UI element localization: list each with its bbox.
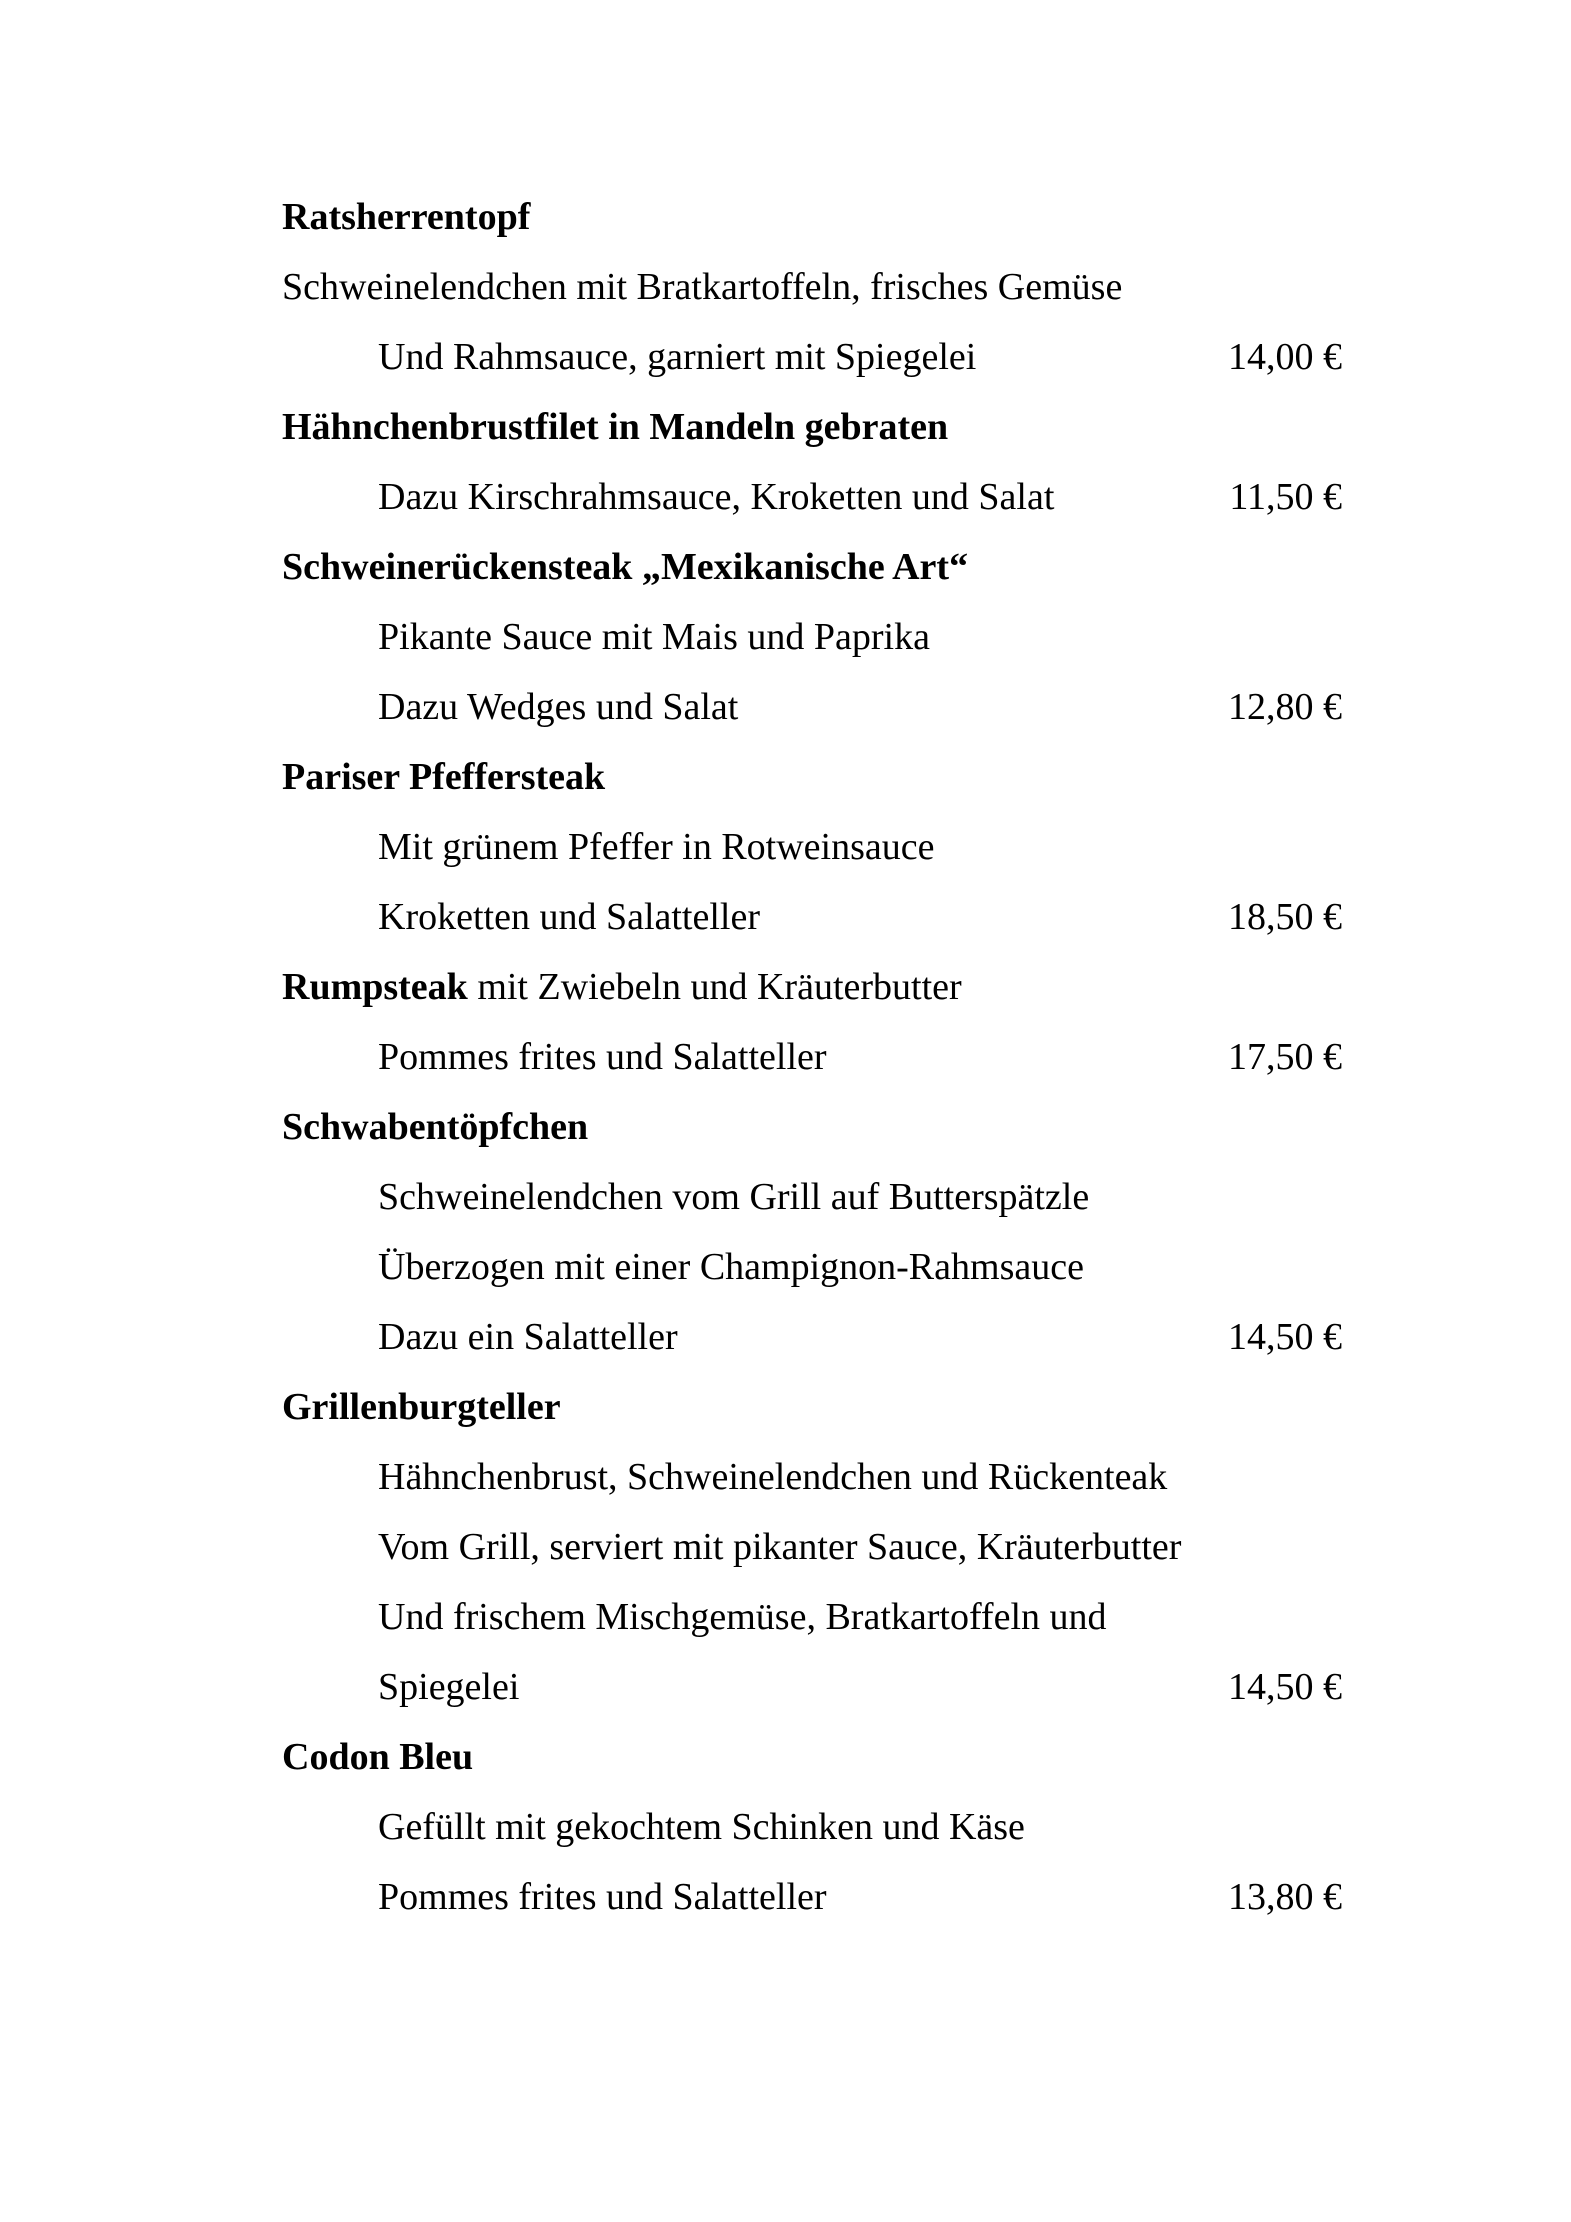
dish-description-line — [282, 1022, 1342, 1092]
dish-description-line — [282, 322, 1342, 392]
dish-name: Hähnchenbrustfilet in Mandeln gebraten — [282, 406, 949, 448]
dish-description: Und Rahmsauce, garniert mit Spiegelei — [378, 336, 977, 378]
dish-title — [282, 742, 1342, 812]
dish-title — [282, 182, 1342, 252]
dish-title — [282, 532, 1342, 602]
dish-description-line — [282, 1792, 1342, 1862]
dish-description: Schweinelendchen vom Grill auf Butterspätzle — [378, 1176, 1090, 1218]
dish-description: Hähnchenbrust, Schweinelendchen und Rückenteak — [378, 1456, 1168, 1498]
dish-description: Und frischem Mischgemüse, Bratkartoffeln und — [378, 1596, 1107, 1638]
dish-description-line — [282, 1862, 1342, 1932]
dish-price: 12,80 € — [1228, 686, 1342, 728]
dish-description: Überzogen mit einer Champignon-Rahmsauce — [378, 1246, 1084, 1288]
dish-name: Schwabentöpfchen — [282, 1106, 589, 1148]
dish-description-line — [282, 1232, 1342, 1302]
dish-description-line — [282, 1442, 1342, 1512]
dish-price: 14,50 € — [1228, 1316, 1342, 1358]
dish-description-line — [282, 1302, 1342, 1372]
dish-title — [282, 1092, 1342, 1162]
dish-description: Kroketten und Salatteller — [378, 896, 760, 938]
dish-price: 11,50 € — [1229, 476, 1342, 518]
dish-description: Gefüllt mit gekochtem Schinken und Käse — [378, 1806, 1025, 1848]
dish-title — [282, 1722, 1342, 1792]
dish-intro — [282, 252, 1342, 322]
dish-name: Grillenburgteller — [282, 1386, 561, 1428]
dish-price: 17,50 € — [1228, 1036, 1342, 1078]
dish-description-line — [282, 462, 1342, 532]
dish-description: Spiegelei — [378, 1666, 520, 1708]
dish-title — [282, 392, 1342, 462]
dish-name: Schweinerückensteak „Mexikanische Art“ — [282, 546, 969, 588]
dish-description-line — [282, 1652, 1342, 1722]
dish-description: Pommes frites und Salatteller — [378, 1876, 827, 1918]
dish-description: Pikante Sauce mit Mais und Paprika — [378, 616, 930, 658]
dish-price: 14,50 € — [1228, 1666, 1342, 1708]
dish-name: Ratsherrentopf — [282, 196, 531, 238]
dish-description: Dazu Wedges und Salat — [378, 686, 739, 728]
dish-description-line — [282, 1512, 1342, 1582]
dish-description: Mit grünem Pfeffer in Rotweinsauce — [378, 826, 935, 868]
dish-description-line — [282, 882, 1342, 952]
dish-description-line — [282, 1162, 1342, 1232]
dish-name: Codon Bleu — [282, 1736, 474, 1778]
menu-list — [282, 182, 1342, 1932]
dish-name: Rumpsteak — [282, 966, 468, 1008]
dish-description-line — [282, 602, 1342, 672]
dish-title — [282, 952, 1342, 1022]
dish-title — [282, 1372, 1342, 1442]
dish-price: 18,50 € — [1228, 896, 1342, 938]
dish-description: Vom Grill, serviert mit pikanter Sauce, Kräuterbutter — [378, 1526, 1182, 1568]
dish-description: Dazu Kirschrahmsauce, Kroketten und Salat — [378, 476, 1055, 518]
dish-description: Dazu ein Salatteller — [378, 1316, 678, 1358]
dish-description-line — [282, 672, 1342, 742]
dish-description: Schweinelendchen mit Bratkartoffeln, frisches Gemüse — [282, 266, 1123, 308]
dish-description-line — [282, 812, 1342, 882]
dish-name: Pariser Pfeffersteak — [282, 756, 606, 798]
dish-price: 14,00 € — [1228, 336, 1342, 378]
dish-description-line — [282, 1582, 1342, 1652]
dish-name-suffix: mit Zwiebeln und Kräuterbutter — [467, 966, 962, 1008]
dish-description: Pommes frites und Salatteller — [378, 1036, 827, 1078]
dish-price: 13,80 € — [1228, 1876, 1342, 1918]
